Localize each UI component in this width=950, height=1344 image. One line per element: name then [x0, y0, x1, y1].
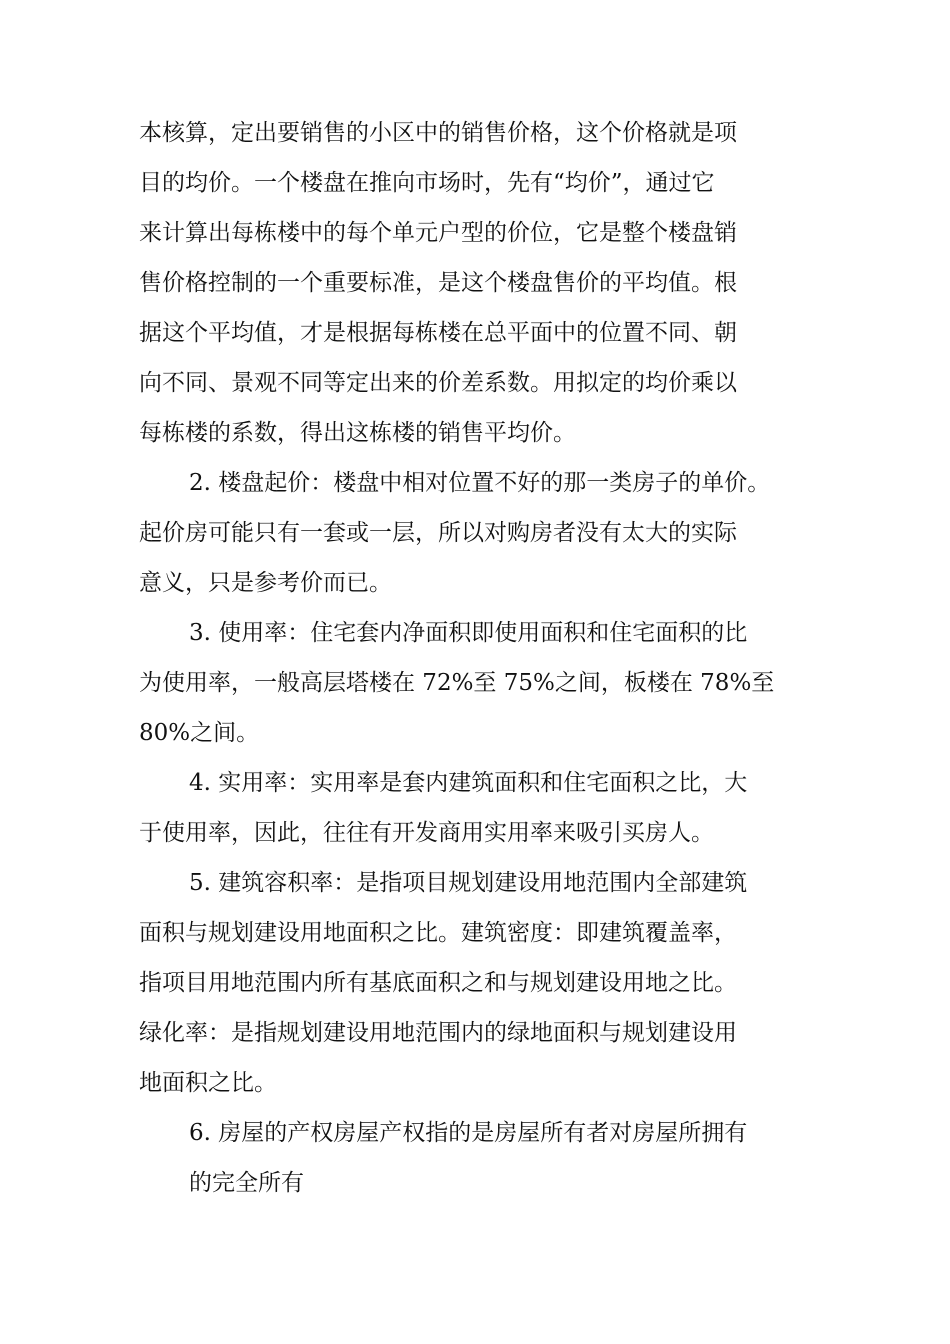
text-line: 地面积之比。 — [139, 1070, 277, 1096]
text-line: 来计算出每栋楼中的每个单元户型的价位，它是整个楼盘销 — [139, 220, 737, 246]
text-line: 本核算，定出要销售的小区中的销售价格，这个价格就是项 — [139, 120, 737, 146]
document-body — [139, 108, 811, 1208]
text-line: 据这个平均值，才是根据每栋楼在总平面中的位置不同、朝 — [139, 320, 737, 346]
text-line: 起价房可能只有一套或一层，所以对购房者没有太大的实际 — [139, 520, 737, 546]
text-line: 目的均价。一个楼盘在推向市场时，先有“均价”，通过它 — [139, 170, 715, 196]
text-line: 意义，只是参考价而已。 — [139, 570, 392, 596]
text-line: 售价格控制的一个重要标准，是这个楼盘售价的平均值。根 — [139, 270, 737, 296]
paragraph-6-start: 6. 房屋的产权房屋产权指的是房屋所有者对房屋所拥有 — [189, 1120, 748, 1146]
text-line: 的完全所有 — [189, 1170, 304, 1196]
text-line: 为使用率，一般高层塔楼在 72%至 75%之间，板楼在 78%至 — [139, 670, 775, 696]
paragraph-5-start: 5. 建筑容积率：是指项目规划建设用地范围内全部建筑 — [189, 870, 748, 896]
text-line: 80%之间。 — [139, 720, 260, 746]
paragraph-4-start: 4. 实用率：实用率是套内建筑面积和住宅面积之比，大 — [189, 770, 748, 796]
paragraph-3-start: 3. 使用率：住宅套内净面积即使用面积和住宅面积的比 — [189, 620, 748, 646]
text-line: 向不同、景观不同等定出来的价差系数。用拟定的均价乘以 — [139, 370, 737, 396]
paragraph-2-start: 2. 楼盘起价：楼盘中相对位置不好的那一类房子的单价。 — [189, 470, 771, 496]
text-line: 绿化率：是指规划建设用地范围内的绿地面积与规划建设用 — [139, 1020, 737, 1046]
text-line: 每栋楼的系数，得出这栋楼的销售平均价。 — [139, 420, 576, 446]
text-line: 指项目用地范围内所有基底面积之和与规划建设用地之比。 — [139, 970, 737, 996]
text-line: 于使用率，因此，往往有开发商用实用率来吸引买房人。 — [139, 820, 714, 846]
text-line: 面积与规划建设用地面积之比。建筑密度：即建筑覆盖率， — [139, 920, 737, 946]
